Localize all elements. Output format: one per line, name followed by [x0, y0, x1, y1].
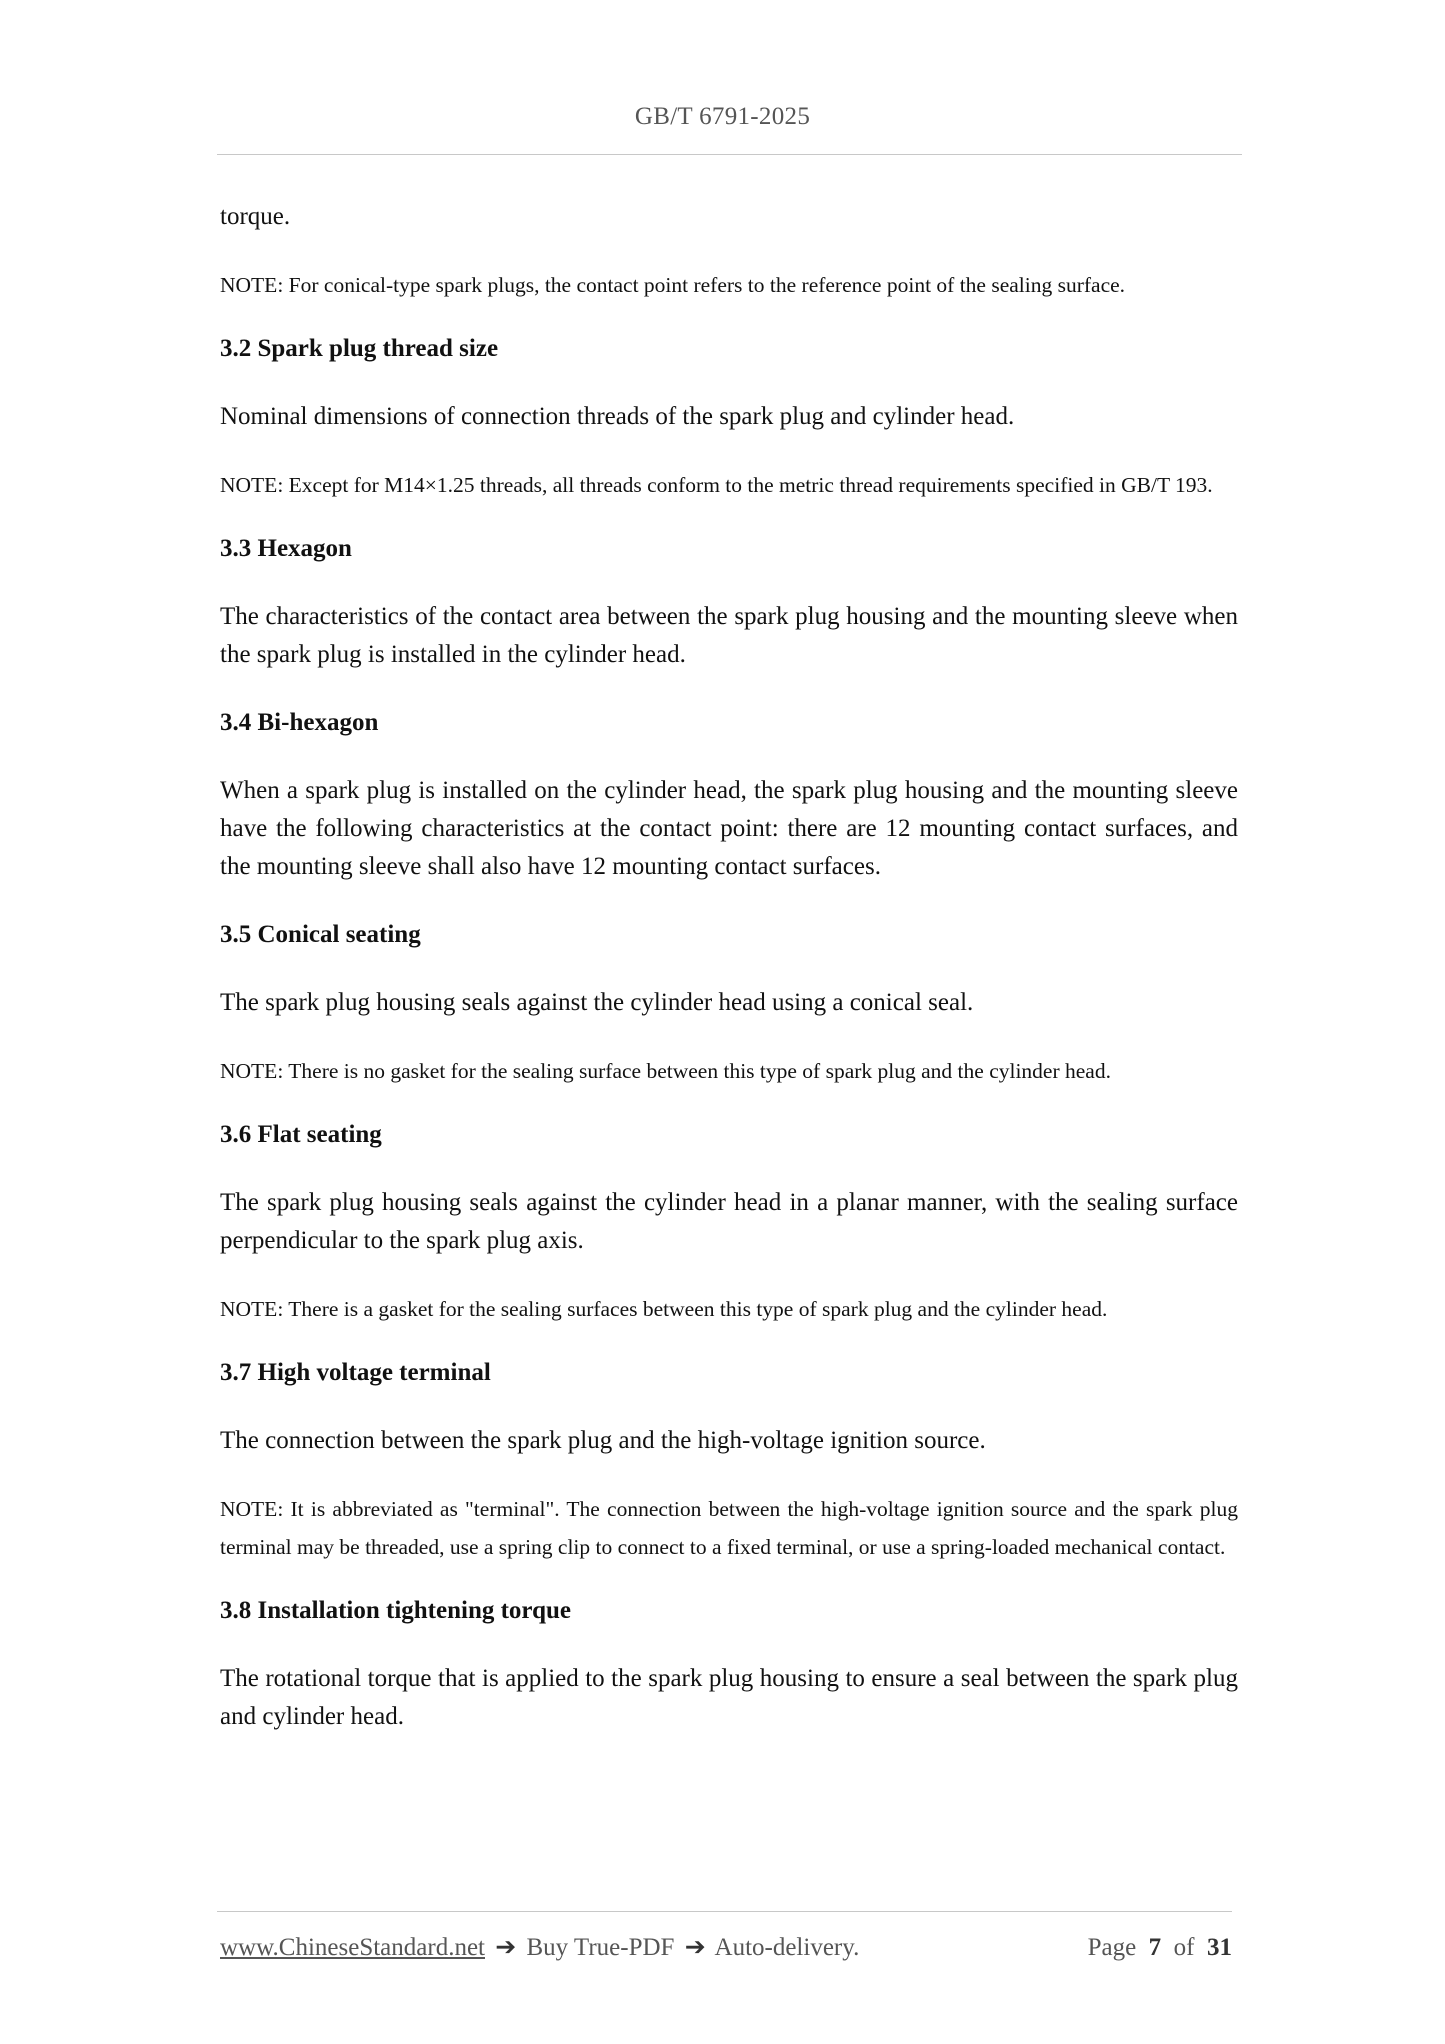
header-divider [217, 154, 1242, 155]
footer-promo [220, 1930, 859, 1966]
auto-delivery-text: Auto-delivery. [714, 1934, 860, 1961]
section-heading-3-6: 3.6 Flat seating [220, 1121, 382, 1148]
arrow-right-icon: ➔ [495, 1934, 517, 1961]
continuation-note: NOTE: For conical-type spark plugs, the contact point refers to the reference point of the sealing surface. [220, 273, 1126, 297]
section-body-3-2: Nominal dimensions of connection threads of the spark plug and cylinder head. [220, 403, 1015, 430]
page-total: 31 [1207, 1934, 1232, 1961]
section-heading-3-3: 3.3 Hexagon [220, 535, 352, 562]
section-heading-3-5: 3.5 Conical seating [220, 921, 421, 948]
section-body-3-5: The spark plug housing seals against the cylinder head using a conical seal. [220, 989, 974, 1016]
section-body-3-3: The characteristics of the contact area between the spark plug housing and the mounting sleeve when the spark plug is installed in the cylinder head. [220, 603, 1238, 668]
page-number-indicator [1088, 1930, 1232, 1966]
section-note-3-2: NOTE: Except for M14×1.25 threads, all threads conform to the metric thread requirements specified in GB/T 193. [220, 473, 1213, 497]
footer-divider [217, 1911, 1232, 1912]
section-heading-3-4: 3.4 Bi-hexagon [220, 709, 379, 736]
document-content [220, 198, 1238, 1766]
section-heading-3-8: 3.8 Installation tightening torque [220, 1597, 571, 1624]
buy-pdf-text: Buy True-PDF [526, 1934, 675, 1961]
section-note-3-6: NOTE: There is a gasket for the sealing surfaces between this type of spark plug and the cylinder head. [220, 1297, 1108, 1321]
arrow-right-icon: ➔ [684, 1934, 706, 1961]
website-link[interactable]: www.ChineseStandard.net [220, 1934, 485, 1961]
page-header-title: GB/T 6791-2025 [634, 103, 811, 130]
section-note-3-7: NOTE: It is abbreviated as "terminal". The connection between the high-voltage ignition source and the spark plug terminal may be threaded, use a spring clip to connect to a fixed terminal, or use a spring-loaded mechanical contact. [220, 1497, 1238, 1559]
page-of-label: of [1173, 1934, 1195, 1961]
section-body-3-6: The spark plug housing seals against the cylinder head in a planar manner, with the sealing surface perpendicular to the spark plug axis. [220, 1189, 1238, 1254]
page-label: Page [1087, 1934, 1137, 1961]
page-current: 7 [1148, 1934, 1162, 1961]
section-body-3-7: The connection between the spark plug and the high-voltage ignition source. [220, 1427, 986, 1454]
section-note-3-5: NOTE: There is no gasket for the sealing surface between this type of spark plug and the cylinder head. [220, 1059, 1111, 1083]
section-body-3-8: The rotational torque that is applied to the spark plug housing to ensure a seal between the spark plug and cylinder head. [220, 1665, 1238, 1730]
continuation-text: torque. [220, 203, 291, 230]
section-heading-3-2: 3.2 Spark plug thread size [220, 335, 499, 362]
section-heading-3-7: 3.7 High voltage terminal [220, 1359, 491, 1386]
section-body-3-4: When a spark plug is installed on the cylinder head, the spark plug housing and the mounting sleeve have the following characteristics at the contact point: there are 12 mounting contact surfaces, and the mounting sleeve shall also have 12 mounting contact surfaces. [220, 777, 1238, 880]
